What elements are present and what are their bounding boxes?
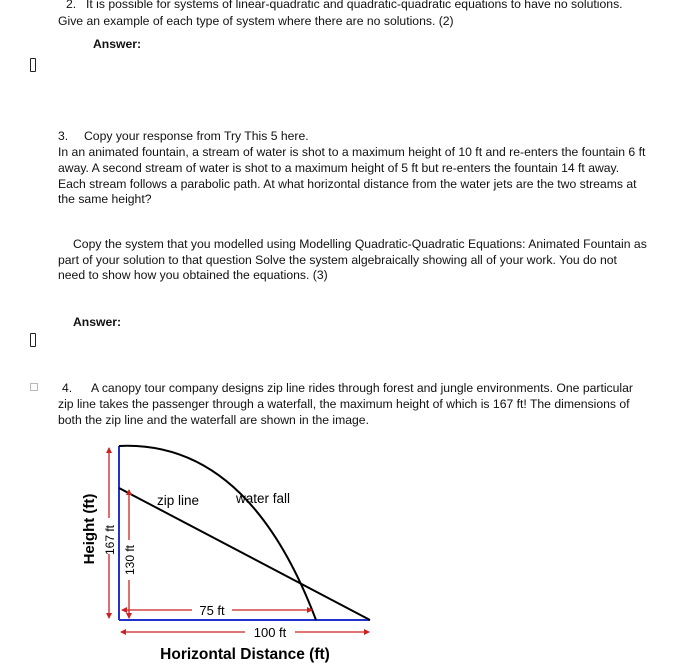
height-167-label: 167 ft (103, 524, 117, 556)
waterfall-curve (119, 446, 316, 620)
q3-heading: Copy your response from Try This 5 here. (84, 129, 309, 143)
q3-body-line: the same height? (58, 192, 152, 206)
zip-line-label: zip line (157, 493, 200, 508)
q2-number: 2. (66, 0, 77, 11)
distance-75-label: 75 ft (199, 603, 225, 618)
q3-number: 3. (58, 129, 69, 143)
q3-copy-line: Copy the system that you modelled using Modelling Quadratic-Quadratic Equations: Animated Fountain as (73, 237, 647, 251)
q4-text-line: zip line takes the passenger through a waterfall, the maximum height of which is 167 ft! The dimensions of (58, 397, 630, 411)
q3-body-line: Each stream follows a parabolic path. At what horizontal distance from the water jets are the two streams at (58, 177, 637, 191)
q3-body-line: away. A second stream of water is shot to a maximum height of 5 ft but re-enters the fountain 14 ft away. (58, 161, 620, 175)
q3-body-line: In an animated fountain, a stream of water is shot to a maximum height of 10 ft and re-enters the fountain 6 ft (58, 145, 646, 159)
height-130-label: 130 ft (123, 544, 137, 576)
q2-text-line2: Give an example of each type of system where there are no solutions. (2) (58, 14, 454, 28)
q4-text-line: A canopy tour company designs zip line rides through forest and jungle environments. One particular (91, 381, 633, 395)
q3-copy-line: need to show how you obtained the equations. (3) (58, 268, 328, 282)
y-axis-title: Height (ft) (81, 493, 98, 565)
q4-number: 4. (62, 381, 73, 395)
q2-answer-label: Answer: (93, 37, 142, 51)
q4-text-line: both the zip line and the waterfall are shown in the image. (58, 413, 369, 427)
x-axis-title: Horizontal Distance (ft) (160, 646, 330, 663)
q3-answer-label: Answer: (73, 315, 122, 329)
q3-copy-line: part of your solution to that question Solve the system algebraically showing all of your work. You do not (58, 253, 617, 267)
q2-text-line1: It is possible for systems of linear-quadratic and quadratic-quadratic equations to have no solutions. (86, 0, 623, 11)
waterfall-label: water fall (236, 491, 291, 506)
distance-100-label: 100 ft (253, 625, 287, 640)
